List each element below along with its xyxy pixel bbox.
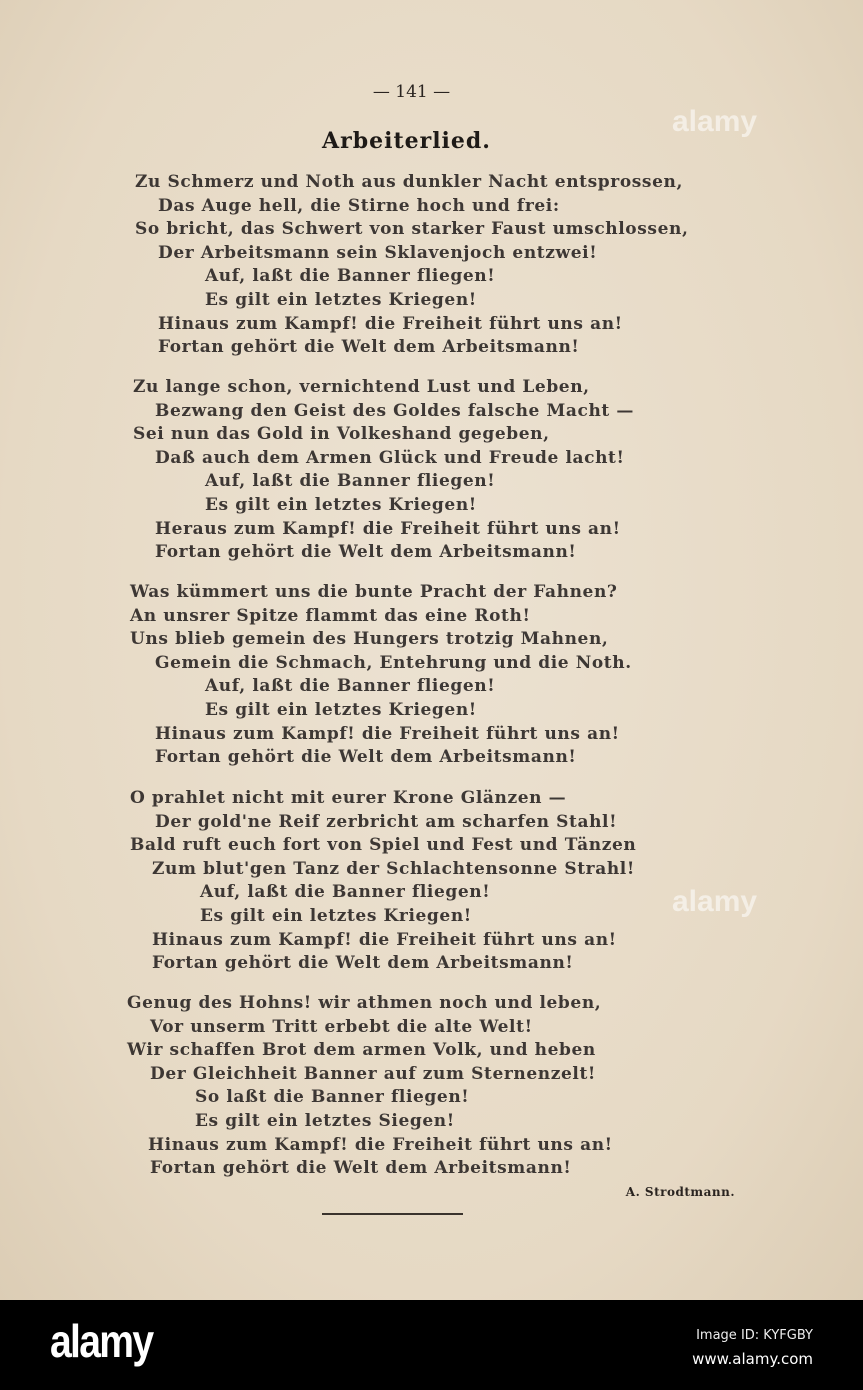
verse-line: Daß auch dem Armen Glück und Freude lacht! (155, 447, 625, 468)
site-url[interactable]: www.alamy.com (692, 1350, 813, 1368)
refrain-line: Fortan gehört die Welt dem Arbeitsmann! (155, 747, 577, 768)
refrain-line: Auf, laßt die Banner fliegen! (205, 471, 496, 492)
verse-line: Sei nun das Gold in Volkeshand gegeben, (133, 424, 550, 445)
refrain-line: Hinaus zum Kampf! die Freiheit führt uns an! (158, 313, 623, 334)
verse-line: Bezwang den Geist des Goldes falsche Macht — (155, 400, 634, 421)
refrain-line: Auf, laßt die Banner fliegen! (205, 266, 496, 287)
verse-line: Gemein die Schmach, Entehrung und die Noth. (155, 652, 632, 673)
verse-line: So bricht, das Schwert von starker Faust umschlossen, (135, 219, 689, 240)
verse-line: Uns blieb gemein des Hungers trotzig Mahnen, (130, 629, 609, 650)
verse-line: Der Gleichheit Banner auf zum Sternenzelt! (150, 1063, 596, 1084)
refrain-line: Heraus zum Kampf! die Freiheit führt uns an! (155, 518, 621, 539)
refrain-line: Auf, laßt die Banner fliegen! (200, 882, 491, 903)
page-number: — 141 — (372, 82, 451, 102)
verse-line: Bald ruft euch fort von Spiel und Fest und Tänzen (130, 835, 637, 856)
refrain-line: So laßt die Banner fliegen! (195, 1087, 470, 1108)
verse-line: Genug des Hohns! wir athmen noch und leben, (127, 993, 602, 1013)
refrain-line: Es gilt ein letztes Kriegen! (205, 290, 477, 310)
verse-line: Der gold'ne Reif zerbricht am scharfen Stahl! (155, 811, 618, 832)
verse-line: Zum blut'gen Tanz der Schlachtensonne Strahl! (152, 858, 635, 879)
refrain-line: Hinaus zum Kampf! die Freiheit führt uns an! (152, 929, 617, 950)
alamy-logo[interactable]: alamy (50, 1315, 153, 1367)
author-signature: A. Strodtmann. (625, 1185, 735, 1199)
refrain-line: Auf, laßt die Banner fliegen! (205, 676, 496, 697)
verse-line: Was kümmert uns die bunte Pracht der Fahnen? (130, 582, 618, 602)
verse-line: Wir schaffen Brot dem armen Volk, und heben (127, 1040, 596, 1061)
verse-line: Zu Schmerz und Noth aus dunkler Nacht entsprossen, (135, 172, 683, 192)
refrain-line: Es gilt ein letztes Kriegen! (205, 700, 477, 720)
verse-line: Vor unserm Tritt erbebt die alte Welt! (150, 1016, 533, 1037)
refrain-line: Fortan gehört die Welt dem Arbeitsmann! (155, 542, 577, 563)
verse-line: Das Auge hell, die Stirne hoch und frei: (158, 195, 560, 216)
refrain-line: Hinaus zum Kampf! die Freiheit führt uns an! (148, 1134, 613, 1155)
footer-bar (0, 1300, 863, 1390)
poem-title: Arbeiterlied. (322, 128, 491, 154)
verse-line: Zu lange schon, vernichtend Lust und Leben, (133, 377, 590, 397)
refrain-line: Fortan gehört die Welt dem Arbeitsmann! (150, 1158, 572, 1179)
refrain-line: Fortan gehört die Welt dem Arbeitsmann! (158, 337, 580, 358)
refrain-line: Es gilt ein letztes Kriegen! (200, 906, 472, 926)
divider-rule (322, 1213, 463, 1215)
refrain-line: Es gilt ein letztes Siegen! (195, 1111, 455, 1131)
verse-line: Der Arbeitsmann sein Sklavenjoch entzwei! (158, 242, 598, 263)
refrain-line: Hinaus zum Kampf! die Freiheit führt uns an! (155, 723, 620, 744)
refrain-line: Fortan gehört die Welt dem Arbeitsmann! (152, 953, 574, 974)
verse-line: O prahlet nicht mit eurer Krone Glänzen — (130, 788, 567, 808)
image-id: Image ID: KYFGBY (696, 1328, 813, 1343)
watermark: alamy (672, 885, 758, 918)
watermark: alamy (672, 105, 758, 138)
verse-line: An unsrer Spitze flammt das eine Roth! (130, 605, 531, 626)
refrain-line: Es gilt ein letztes Kriegen! (205, 495, 477, 515)
